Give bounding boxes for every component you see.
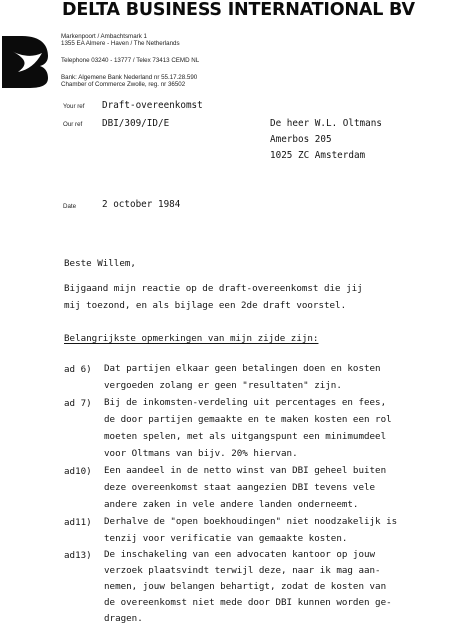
date-label: Date: [63, 203, 77, 210]
address-line-1: Markenpoort / Ambachtsmark 1: [61, 33, 147, 40]
intro-line-2: mij toezond, en als bijlage een 2de draft voorstel.: [64, 300, 347, 311]
recipient-street: Amerbos 205: [270, 134, 332, 145]
remark-line: moeten spelen, met als uitgangspunt een minimumdeel: [104, 431, 387, 442]
remark-line: Een aandeel in de netto winst van DBI geheel buiten: [104, 465, 387, 476]
bank-line: Bank: Algemene Bank Nederland nr 55.17.28.590: [61, 74, 198, 81]
remark-line: voor Oltmans van bijv. 20% hiervan.: [104, 448, 298, 459]
letter-date: 2 october 1984: [102, 199, 181, 210]
remark-label: ad11): [64, 517, 92, 528]
remark-line: nemen, jouw belangen behartigt, zodat de kosten van: [104, 581, 387, 592]
remark-line: de door partijen gemaakte en te maken kosten een rol: [104, 414, 392, 425]
remark-line: dragen.: [104, 613, 143, 624]
section-heading: Belangrijkste opmerkingen van mijn zijde zijn:: [64, 333, 319, 344]
your-ref-value: Draft-overeenkomst: [102, 100, 203, 111]
company-name: DELTA BUSINESS INTERNATIONAL BV: [62, 0, 415, 20]
our-ref-value: DBI/309/ID/E: [102, 118, 170, 129]
remark-label: ad 6): [64, 364, 92, 375]
intro-line-1: Bijgaand mijn reactie op de draft-overeenkomst die jij: [64, 283, 363, 294]
remark-label: ad10): [64, 466, 92, 477]
remark-line: De inschakeling van een advocaten kantoor op jouw: [104, 549, 376, 560]
recipient-name: De heer W.L. Oltmans: [270, 118, 382, 129]
remark-line: andere zaken in vele andere landen onderneemt.: [104, 499, 359, 510]
remark-line: de overeenkomst niet mede door DBI kunnen worden ge-: [104, 597, 392, 608]
remark-line: Derhalve de "open boekhoudingen" niet noodzakelijk is: [104, 516, 398, 527]
remark-line: Dat partijen elkaar geen betalingen doen en kosten: [104, 363, 381, 374]
address-line-2: 1355 EA Almere - Haven / The Netherlands: [61, 40, 180, 47]
remark-line: deze overeenkomst staat aangezien DBI tevens vele: [104, 482, 376, 493]
remark-line: Bij de inkomsten-verdeling uit percentages en fees,: [104, 397, 387, 408]
company-logo: [2, 36, 48, 88]
remark-line: vergoeden zolang er geen "resultaten" zijn.: [104, 380, 342, 391]
remark-line: tenzij voor verificatie van gemaakte kosten.: [104, 533, 348, 544]
telephone-line: Telephone 03240 - 13777 / Telex 73413 CEMD NL: [61, 57, 200, 64]
remark-label: ad 7): [64, 398, 92, 409]
chamber-line: Chamber of Commerce Zwolle, reg. nr 36502: [61, 81, 186, 88]
salutation: Beste Willem,: [64, 258, 136, 269]
our-ref-label: Our ref: [63, 121, 83, 128]
remark-line: verzoek plaatsvindt terwijl deze, naar ik mag aan-: [104, 565, 381, 576]
your-ref-label: Your ref: [63, 103, 85, 110]
recipient-city: 1025 ZC Amsterdam: [270, 150, 366, 161]
remark-label: ad13): [64, 550, 92, 561]
